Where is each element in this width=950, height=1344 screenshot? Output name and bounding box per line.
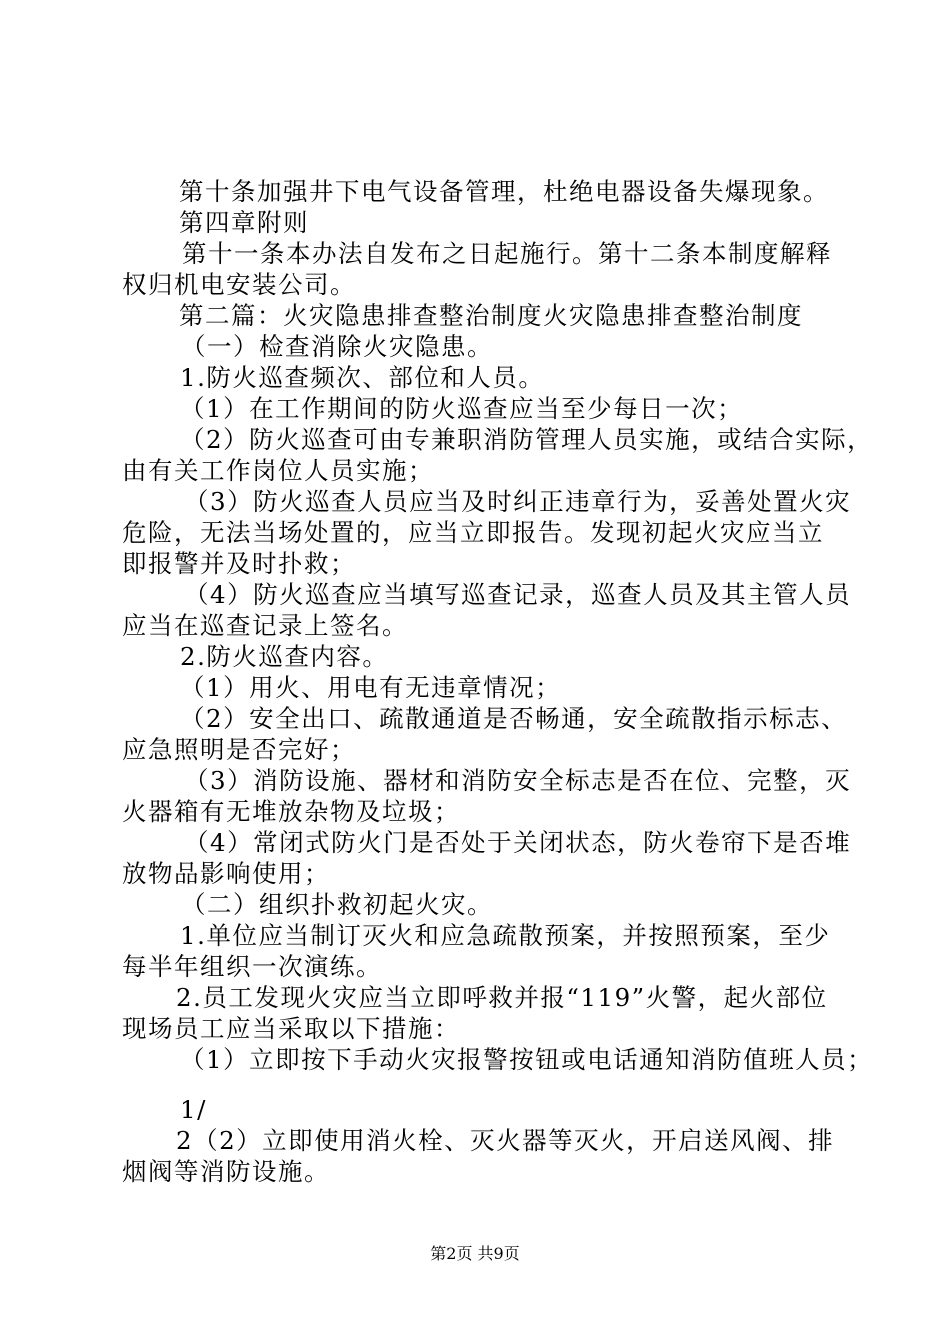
- text-line: 1.防火巡查频次、部位和人员。: [180, 363, 545, 392]
- text-line: 每半年组织一次演练。: [122, 952, 382, 981]
- text-line: 权归机电安装公司。: [122, 270, 356, 299]
- text-line: （一）检查消除火灾隐患。: [181, 332, 493, 361]
- text-line: 现场员工应当采取以下措施：: [122, 1014, 460, 1043]
- text-line: 危险，无法当场处置的，应当立即报告。发现初起火灾应当立: [122, 518, 824, 547]
- section-heading: 第二篇：火灾隐患排查整治制度火灾隐患排查整治制度: [179, 301, 803, 330]
- text-line: （3）消防设施、器材和消防安全标志是否在位、完整，灭: [184, 766, 852, 795]
- text-line: （1）在工作期间的防火巡查应当至少每日一次；: [180, 394, 744, 423]
- text-line: 应急照明是否完好；: [122, 735, 356, 764]
- text-line: 1/: [180, 1095, 207, 1124]
- text-line: 放物品影响使用；: [122, 859, 330, 888]
- text-line: （1）用火、用电有无违章情况；: [180, 673, 562, 702]
- text-line: （2）防火巡查可由专兼职消防管理人员实施，或结合实际，: [180, 425, 874, 454]
- page-footer: 第2页 共9页: [430, 1244, 520, 1263]
- text-line: 烟阀等消防设施。: [122, 1157, 330, 1186]
- text-line: （3）防火巡查人员应当及时纠正违章行为，妥善处置火灾: [184, 487, 852, 516]
- text-line: （二）组织扑救初起火灾。: [181, 890, 493, 919]
- text-line: （4）常闭式防火门是否处于关闭状态，防火卷帘下是否堆: [184, 828, 852, 857]
- text-line: 第十条加强井下电气设备管理，杜绝电器设备失爆现象。: [179, 177, 829, 206]
- text-line: 第十一条本办法自发布之日起施行。第十二条本制度解释: [182, 239, 832, 268]
- text-line: 2（2）立即使用消火栓、灭火器等灭火，开启送风阀、排: [176, 1126, 835, 1155]
- text-line: 即报警并及时扑救；: [122, 549, 356, 578]
- text-line: 1.单位应当制订灭火和应急疏散预案，并按照预案，至少: [180, 921, 831, 950]
- text-line: 2.员工发现火灾应当立即呼救并报“119”火警，起火部位: [176, 983, 828, 1012]
- text-line: （2）安全出口、疏散通道是否畅通，安全疏散指示标志、: [180, 704, 848, 733]
- text-line: 火器箱有无堆放杂物及垃圾；: [122, 797, 460, 826]
- text-line: 应当在巡查记录上签名。: [122, 611, 408, 640]
- chapter-heading: 第四章附则: [179, 208, 309, 237]
- text-line: 由有关工作岗位人员实施；: [122, 456, 434, 485]
- text-line: 2.防火巡查内容。: [180, 642, 389, 671]
- text-line: （4）防火巡查应当填写巡查记录，巡查人员及其主管人员: [184, 580, 852, 609]
- text-line: （1）立即按下手动火灾报警按钮或电话通知消防值班人员；: [180, 1045, 874, 1074]
